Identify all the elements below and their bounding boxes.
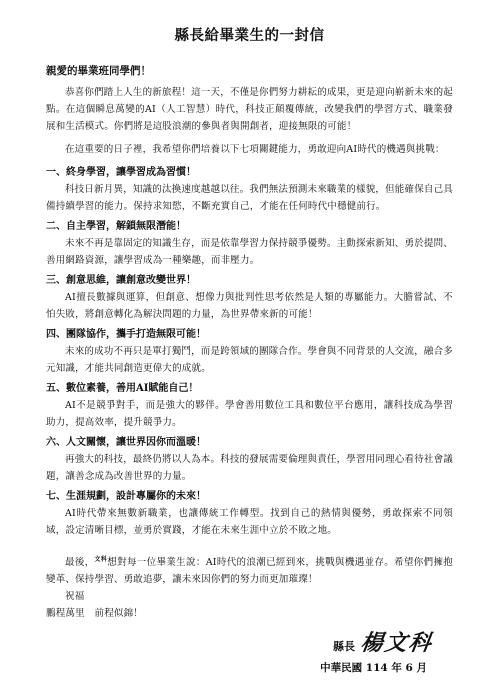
letter-title: 縣長給畢業生的一封信 xyxy=(174,27,325,44)
section-heading: 七、生涯規劃，設計專屬你的未來！ xyxy=(46,491,206,502)
section-6 xyxy=(46,434,453,485)
closing-lead: 最後， xyxy=(65,557,95,569)
section-7 xyxy=(46,488,453,539)
signature: 楊文科 xyxy=(358,630,435,656)
section-body: 科技日新月異，知識的汰換速度越越以往。我們無法預測未來職業的樣貌，但能確保自己具備持續學習的能力。保持求知慾，不斷充實自己，才能在任何時代中穩健前行。 xyxy=(46,184,454,212)
section-heading: 二、自主學習，解鎖無限潛能！ xyxy=(46,221,186,232)
section-4 xyxy=(46,326,453,377)
letter-date: 中華民國 114 年 6 月 xyxy=(320,662,427,674)
blessing: 祝福 xyxy=(65,591,85,603)
section-body: AI時代帶來無數新職業，也讓傳統工作轉型。找到自己的熱情與優勢，勇敢探索不同領域，設定清晰目標，並勇於實踐，才能在未來生涯中立於不敗之地。 xyxy=(46,508,453,536)
section-body: AI擅長數據與運算，但創意、想像力與批判性思考依然是人類的專屬能力。大膽嘗試、不怕失敗，將創意轉化為解決問題的力量，為世界帶來新的可能！ xyxy=(46,292,453,320)
closing-paragraph xyxy=(46,551,453,588)
section-3 xyxy=(46,272,453,323)
signature-title: 縣長 xyxy=(332,640,355,653)
section-body: AI不是競爭對手，而是強大的夥伴。學會善用數位工具和數位平台應用，讓科技成為學習助力，提高效率，提升競爭力。 xyxy=(46,400,453,428)
greeting: 親愛的畢業班同學們！ xyxy=(46,65,151,77)
section-1 xyxy=(46,164,453,215)
section-heading: 一、終身學習，讓學習成為習慣！ xyxy=(46,167,196,178)
section-body: 未來的成功不再只是單打獨鬥，而是跨領域的團隊合作。學會與不同背景的人交流，融合多元知識，才能共同創造更偉大的成就。 xyxy=(46,346,454,374)
wish: 鵬程萬里 前程似錦！ xyxy=(46,608,144,620)
section-5 xyxy=(46,380,453,431)
section-body: 未來不再是靠固定的知識生存，而是依靠學習力保持競爭優勢。主動探索新知、勇於提問、善用網路資源，讓學習成為一種樂趣，而非壓力。 xyxy=(46,238,454,266)
section-body: 再強大的科技，最終仍將以人為本。科技的發展需要倫理與責任，學習用同理心看待社會議題，讓善念成為改善世界的力量。 xyxy=(46,454,454,482)
intro-paragraph: 在這重要的日子裡，我希望你們培養以下七項關鍵能力，勇敢迎向AI時代的機遇與挑戰： xyxy=(65,144,445,155)
closing-text: 想對每一位畢業生說：AI時代的浪潮已經到來，挑戰與機遇並存。希望你們擁抱變革、保持學習、勇敢追夢，讓未來因你們的努力而更加璀璨！ xyxy=(46,557,453,586)
section-heading: 六、人文關懷，讓世界因你而溫暖！ xyxy=(46,437,206,448)
name-annotation: 文科 xyxy=(94,556,108,563)
section-2 xyxy=(46,218,453,269)
intro-paragraph: 恭喜你們踏上人生的新旅程！這一天，不僅是你們努力耕耘的成果，更是迎向嶄新未來的起點。在這個瞬息萬變的AI（人工智慧）時代，科技正顛覆傳統，改變我們的學習方式、職業發展和生活模式。你們將是這股浪潮的參與者與開創者，迎接無限的可能！ xyxy=(46,87,454,132)
section-heading: 五、數位素養，善用AI賦能自己！ xyxy=(46,383,199,394)
signature-block xyxy=(333,626,433,657)
section-heading: 三、創意思維，讓創意改變世界！ xyxy=(46,275,196,286)
section-heading: 四、團隊協作，攜手打造無限可能！ xyxy=(46,329,206,340)
